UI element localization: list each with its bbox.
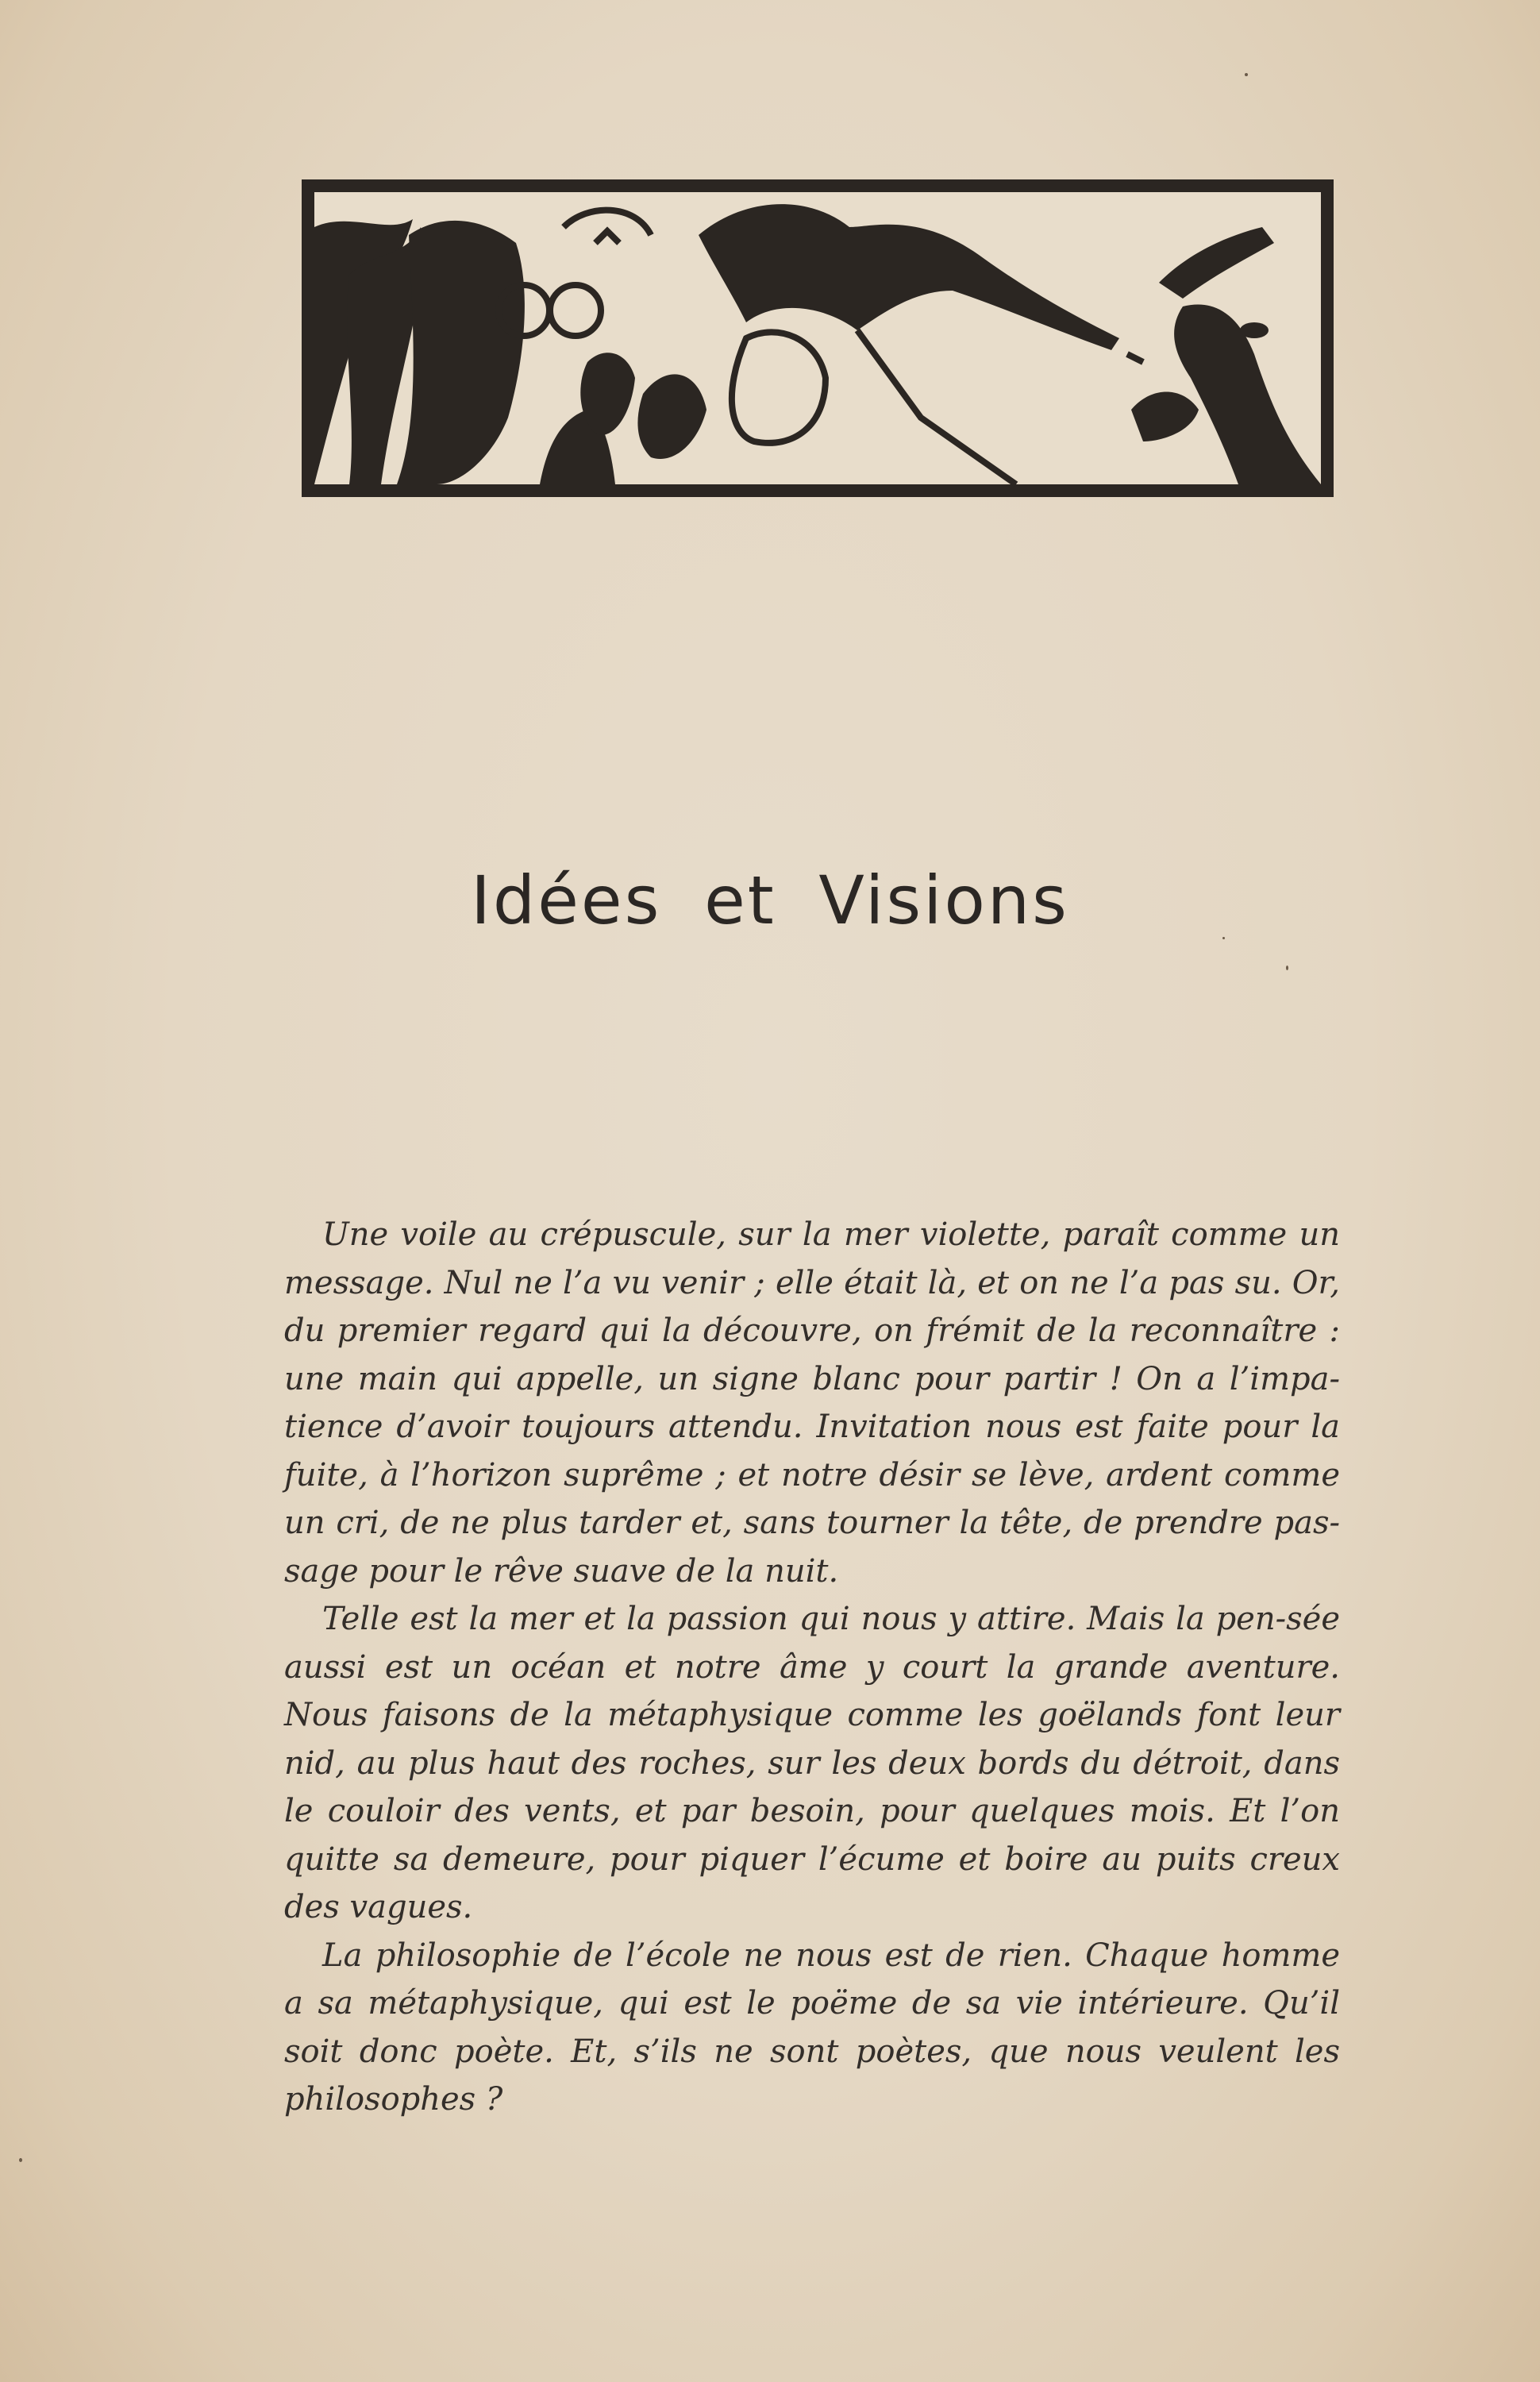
page-title: Idées et Visions — [471, 861, 1069, 939]
paper-speck — [1222, 937, 1225, 939]
paper-speck — [1286, 966, 1288, 970]
paragraph-3: La philosophie de l’école ne nous est de rien. Chaque homme a sa métaphysique, qui est le poëme de sa vie intérieure. Qu’il soit donc poète. Et, s’ils ne sont poètes, que nous veulent les philosophes ? — [284, 1937, 1340, 2118]
paper-speck — [1245, 73, 1248, 76]
woodcut-caricature-icon — [302, 179, 1334, 497]
body-text — [284, 1211, 1340, 2124]
paper-speck — [19, 2158, 22, 2162]
paragraph-1: Une voile au crépuscule, sur la mer violette, paraît comme un message. Nul ne l’a vu venir ; elle était là, et on ne l’a pas su. Or, du premier regard qui la découvre, on frémit de la reconnaître : une main qui appelle, un signe blanc pour partir ! On a l’impa-tience d’avoir toujours attendu. Invitation nous est faite pour la fuite, à l’horizon suprême ; et notre désir se lève, ardent comme un cri, de ne plus tarder et, sans tourner la tête, de prendre pas-sage pour le rêve suave de la nuit. — [284, 1216, 1340, 1590]
paragraph-2: Telle est la mer et la passion qui nous y attire. Mais la pen-sée aussi est un océan et notre âme y court la grande aventure. Nous faisons de la métaphysique comme les goëlands font leur nid, au plus haut des roches, sur les deux bords du détroit, dans le couloir des vents, et par besoin, pour quelques mois. Et l’on quitte sa demeure, pour piquer l’écume et boire au puits creux des vagues. — [284, 1601, 1340, 1925]
